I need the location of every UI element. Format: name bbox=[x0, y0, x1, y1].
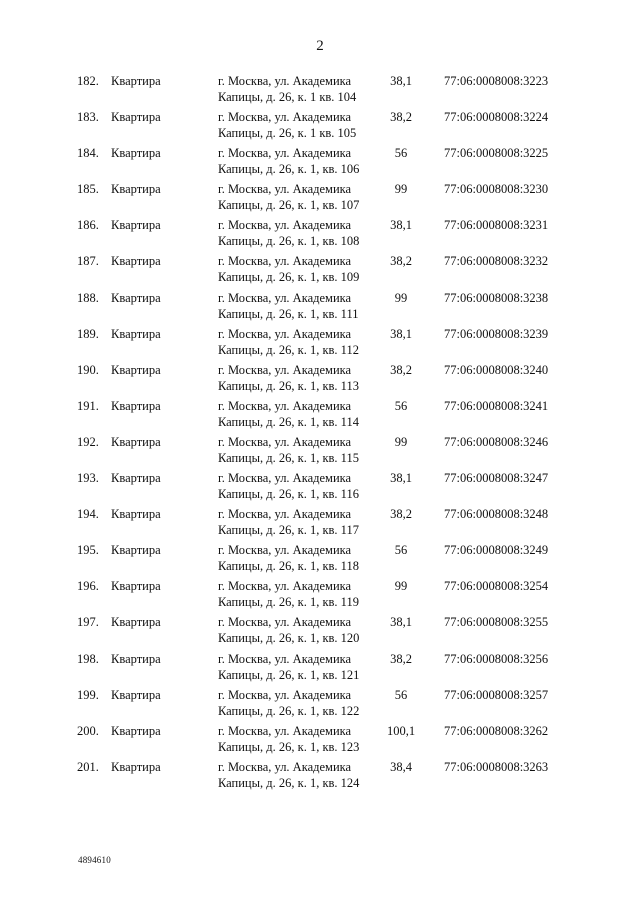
area-value: 38,2 bbox=[390, 362, 412, 377]
address-line-2: Капицы, д. 26, к. 1, кв. 118 bbox=[218, 559, 359, 574]
table-row bbox=[0, 687, 640, 723]
cadastral-number: 77:06:0008008:3232 bbox=[444, 254, 549, 269]
row-number: 192. bbox=[77, 434, 99, 449]
address-line-2: Капицы, д. 26, к. 1, кв. 116 bbox=[218, 487, 359, 502]
property-type: Квартира bbox=[111, 507, 161, 522]
cadastral-number: 77:06:0008008:3249 bbox=[444, 543, 549, 558]
table-row bbox=[0, 434, 640, 470]
cadastral-number: 77:06:0008008:3257 bbox=[444, 687, 549, 702]
area-value: 99 bbox=[394, 434, 408, 449]
table-row bbox=[0, 759, 640, 795]
property-type: Квартира bbox=[111, 290, 161, 305]
area-value: 38,1 bbox=[390, 218, 412, 233]
table-row bbox=[0, 651, 640, 687]
cadastral-number: 77:06:0008008:3225 bbox=[444, 146, 549, 161]
address-line-2: Капицы, д. 26, к. 1, кв. 124 bbox=[218, 775, 360, 790]
address-line-1: г. Москва, ул. Академика bbox=[218, 687, 352, 702]
property-address bbox=[218, 687, 359, 719]
property-address bbox=[218, 470, 359, 502]
address-line-1: г. Москва, ул. Академика bbox=[218, 110, 352, 125]
address-line-2: Капицы, д. 26, к. 1, кв. 123 bbox=[218, 739, 360, 754]
address-line-2: Капицы, д. 26, к. 1, кв. 109 bbox=[218, 270, 360, 285]
table-row bbox=[0, 470, 640, 506]
property-address bbox=[218, 253, 359, 285]
property-type: Квартира bbox=[111, 434, 161, 449]
address-line-1: г. Москва, ул. Академика bbox=[218, 146, 352, 161]
table-row bbox=[0, 578, 640, 614]
cadastral-number: 77:06:0008008:3248 bbox=[444, 507, 549, 522]
address-line-1: г. Москва, ул. Академика bbox=[218, 74, 352, 88]
address-line-1: г. Москва, ул. Академика bbox=[218, 579, 352, 594]
address-line-1: г. Москва, ул. Академика bbox=[218, 182, 352, 197]
property-address bbox=[218, 326, 359, 358]
row-number: 183. bbox=[77, 110, 99, 125]
area-value: 38,1 bbox=[390, 615, 412, 630]
property-address bbox=[218, 578, 359, 610]
address-line-1: г. Москва, ул. Академика bbox=[218, 651, 352, 666]
property-type: Квартира bbox=[111, 687, 161, 702]
row-number: 195. bbox=[77, 543, 99, 558]
property-type: Квартира bbox=[111, 615, 161, 630]
row-number: 200. bbox=[77, 723, 99, 738]
address-line-1: г. Москва, ул. Академика bbox=[218, 471, 352, 486]
address-line-1: г. Москва, ул. Академика bbox=[218, 326, 352, 341]
table-row bbox=[0, 723, 640, 759]
address-line-1: г. Москва, ул. Академика bbox=[218, 723, 352, 738]
area-value: 56 bbox=[394, 543, 408, 558]
property-address bbox=[218, 614, 359, 646]
property-type: Квартира bbox=[111, 182, 161, 197]
address-line-1: г. Москва, ул. Академика bbox=[218, 543, 352, 558]
table-row bbox=[0, 614, 640, 650]
cadastral-number: 77:06:0008008:3255 bbox=[444, 615, 549, 630]
table-row bbox=[0, 398, 640, 434]
area-value: 38,2 bbox=[390, 110, 412, 125]
property-address bbox=[218, 109, 356, 141]
area-value: 99 bbox=[394, 182, 408, 197]
table-row bbox=[0, 253, 640, 289]
address-line-2: Капицы, д. 26, к. 1, кв. 115 bbox=[218, 450, 359, 465]
property-type: Квартира bbox=[111, 362, 161, 377]
address-line-2: Капицы, д. 26, к. 1, кв. 119 bbox=[218, 595, 359, 610]
address-line-2: Капицы, д. 26, к. 1, кв. 112 bbox=[218, 342, 359, 357]
property-type: Квартира bbox=[111, 326, 161, 341]
row-number: 182. bbox=[77, 74, 99, 88]
cadastral-number: 77:06:0008008:3262 bbox=[444, 723, 549, 738]
property-type: Квартира bbox=[111, 74, 161, 88]
property-type: Квартира bbox=[111, 543, 161, 558]
table-row bbox=[0, 362, 640, 398]
property-address bbox=[218, 362, 359, 394]
address-line-1: г. Москва, ул. Академика bbox=[218, 218, 352, 233]
row-number: 186. bbox=[77, 218, 99, 233]
table-row bbox=[0, 181, 640, 217]
area-value: 38,4 bbox=[390, 759, 412, 774]
cadastral-number: 77:06:0008008:3254 bbox=[444, 579, 549, 594]
property-type: Квартира bbox=[111, 723, 161, 738]
document-id: 4894610 bbox=[78, 855, 111, 865]
table-row bbox=[0, 542, 640, 578]
row-number: 184. bbox=[77, 146, 99, 161]
address-line-2: Капицы, д. 26, к. 1, кв. 106 bbox=[218, 162, 360, 177]
table-row bbox=[0, 145, 640, 181]
address-line-1: г. Москва, ул. Академика bbox=[218, 434, 352, 449]
address-line-1: г. Москва, ул. Академика bbox=[218, 398, 352, 413]
table-row bbox=[0, 326, 640, 362]
cadastral-number: 77:06:0008008:3223 bbox=[444, 74, 549, 88]
row-number: 189. bbox=[77, 326, 99, 341]
property-type: Квартира bbox=[111, 254, 161, 269]
row-number: 196. bbox=[77, 579, 99, 594]
address-line-1: г. Москва, ул. Академика bbox=[218, 362, 352, 377]
property-type: Квартира bbox=[111, 759, 161, 774]
property-address bbox=[218, 181, 359, 213]
cadastral-number: 77:06:0008008:3239 bbox=[444, 326, 549, 341]
table-row bbox=[0, 73, 640, 109]
row-number: 198. bbox=[77, 651, 99, 666]
property-address bbox=[218, 398, 359, 430]
area-value: 38,2 bbox=[390, 651, 412, 666]
property-type: Квартира bbox=[111, 398, 161, 413]
property-type: Квартира bbox=[111, 146, 161, 161]
area-value: 38,2 bbox=[390, 507, 412, 522]
cadastral-number: 77:06:0008008:3240 bbox=[444, 362, 549, 377]
area-value: 38,1 bbox=[390, 326, 412, 341]
area-value: 56 bbox=[394, 398, 408, 413]
area-value: 100,1 bbox=[386, 723, 416, 738]
address-line-1: г. Москва, ул. Академика bbox=[218, 507, 352, 522]
property-type: Квартира bbox=[111, 110, 161, 125]
property-address bbox=[218, 434, 359, 466]
row-number: 185. bbox=[77, 182, 99, 197]
area-value: 56 bbox=[394, 687, 408, 702]
address-line-2: Капицы, д. 26, к. 1, кв. 114 bbox=[218, 414, 359, 429]
property-address bbox=[218, 217, 359, 249]
cadastral-number: 77:06:0008008:3256 bbox=[444, 651, 549, 666]
row-number: 190. bbox=[77, 362, 99, 377]
address-line-2: Капицы, д. 26, к. 1, кв. 121 bbox=[218, 667, 360, 682]
row-number: 191. bbox=[77, 398, 99, 413]
address-line-2: Капицы, д. 26, к. 1, кв. 120 bbox=[218, 631, 360, 646]
address-line-2: Капицы, д. 26, к. 1 кв. 105 bbox=[218, 126, 357, 141]
row-number: 197. bbox=[77, 615, 99, 630]
table-row bbox=[0, 109, 640, 145]
property-type: Квартира bbox=[111, 218, 161, 233]
address-line-1: г. Москва, ул. Академика bbox=[218, 759, 352, 774]
cadastral-number: 77:06:0008008:3238 bbox=[444, 290, 549, 305]
address-line-2: Капицы, д. 26, к. 1, кв. 108 bbox=[218, 234, 360, 249]
property-table bbox=[0, 73, 640, 795]
cadastral-number: 77:06:0008008:3263 bbox=[444, 759, 549, 774]
address-line-2: Капицы, д. 26, к. 1, кв. 107 bbox=[218, 198, 360, 213]
row-number: 188. bbox=[77, 290, 99, 305]
address-line-1: г. Москва, ул. Академика bbox=[218, 615, 352, 630]
property-address bbox=[218, 73, 356, 105]
row-number: 194. bbox=[77, 507, 99, 522]
address-line-2: Капицы, д. 26, к. 1, кв. 122 bbox=[218, 703, 360, 718]
address-line-2: Капицы, д. 26, к. 1 кв. 104 bbox=[218, 90, 357, 104]
address-line-1: г. Москва, ул. Академика bbox=[218, 254, 352, 269]
cadastral-number: 77:06:0008008:3241 bbox=[444, 398, 549, 413]
property-type: Квартира bbox=[111, 579, 161, 594]
property-address bbox=[218, 759, 359, 791]
property-type: Квартира bbox=[111, 471, 161, 486]
address-line-2: Капицы, д. 26, к. 1, кв. 113 bbox=[218, 378, 359, 393]
cadastral-number: 77:06:0008008:3246 bbox=[444, 434, 549, 449]
address-line-2: Капицы, д. 26, к. 1, кв. 117 bbox=[218, 523, 359, 538]
area-value: 38,1 bbox=[390, 74, 412, 88]
page-number: 2 bbox=[316, 38, 324, 54]
area-value: 38,1 bbox=[390, 471, 412, 486]
cadastral-number: 77:06:0008008:3230 bbox=[444, 182, 549, 197]
property-type: Квартира bbox=[111, 651, 161, 666]
row-number: 201. bbox=[77, 759, 99, 774]
property-address bbox=[218, 723, 359, 755]
address-line-2: Капицы, д. 26, к. 1, кв. 111 bbox=[218, 306, 359, 321]
property-address bbox=[218, 145, 359, 177]
area-value: 56 bbox=[394, 146, 408, 161]
row-number: 199. bbox=[77, 687, 99, 702]
row-number: 187. bbox=[77, 254, 99, 269]
cadastral-number: 77:06:0008008:3231 bbox=[444, 218, 549, 233]
area-value: 99 bbox=[394, 290, 408, 305]
property-address bbox=[218, 290, 359, 322]
cadastral-number: 77:06:0008008:3224 bbox=[444, 110, 549, 125]
table-row bbox=[0, 290, 640, 326]
area-value: 38,2 bbox=[390, 254, 412, 269]
property-address bbox=[218, 506, 359, 538]
table-row bbox=[0, 217, 640, 253]
address-line-1: г. Москва, ул. Академика bbox=[218, 290, 352, 305]
row-number: 193. bbox=[77, 471, 99, 486]
property-address bbox=[218, 651, 359, 683]
area-value: 99 bbox=[394, 579, 408, 594]
property-address bbox=[218, 542, 359, 574]
cadastral-number: 77:06:0008008:3247 bbox=[444, 471, 549, 486]
table-row bbox=[0, 506, 640, 542]
